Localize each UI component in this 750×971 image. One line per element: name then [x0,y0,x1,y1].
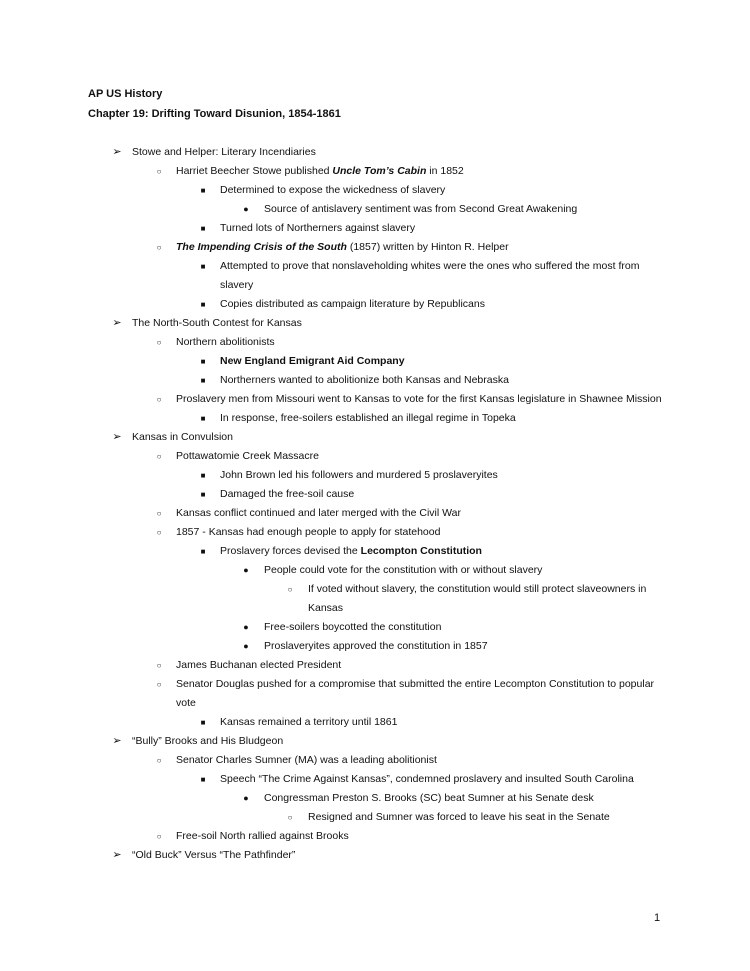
outline-item-text [220,412,516,424]
text-run: Stowe and Helper: Literary Incendiaries [132,146,316,158]
hollow-circle-bullet-icon: ○ [156,528,162,537]
text-run: Proslavery men from Missouri went to Kansas to vote for the first Kansas legislature in Shawnee Mission [176,393,662,405]
filled-circle-bullet-icon: ● [243,565,249,575]
filled-circle-bullet-icon: ● [243,793,249,803]
chapter-heading: Chapter 19: Drifting Toward Disunion, 1854-1861 [88,108,341,120]
outline-item-text [176,526,440,538]
hollow-circle-bullet-icon: ○ [156,832,162,841]
text-run: “Old Buck” Versus “The Pathfinder” [132,849,296,861]
outline-item-text [176,241,509,253]
hollow-circle-bullet-icon: ○ [156,395,162,404]
outline-item-level-3 [0,466,750,485]
outline-item-level-4 [0,200,750,219]
hollow-circle-bullet-icon: ○ [156,167,162,176]
filled-circle-bullet-icon: ● [243,622,249,632]
text-run: Northern abolitionists [176,336,275,348]
outline-item-text [176,165,464,177]
text-run: The North-South Contest for Kansas [132,317,302,329]
text-run: Pottawatomie Creek Massacre [176,450,319,462]
square-bullet-icon: ■ [200,262,206,271]
outline-item-text [308,811,610,823]
outline-item-level-2 [0,675,750,713]
hollow-circle-bullet-icon: ○ [287,585,293,594]
outline-item-level-2 [0,751,750,770]
outline-item-text [264,640,488,652]
outline-item-level-3 [0,371,750,390]
text-run: Proslavery forces devised the [220,545,361,557]
emphasized-text: Uncle Tom’s Cabin [332,165,427,177]
text-run: Copies distributed as campaign literature by Republicans [220,298,485,310]
outline-item-level-2 [0,827,750,846]
square-bullet-icon: ■ [200,775,206,784]
outline-item-text [176,336,275,348]
outline-item-text [176,507,461,519]
hollow-circle-bullet-icon: ○ [156,338,162,347]
outline-item-text [132,146,316,158]
outline-item-level-2 [0,238,750,257]
text-run: Congressman Preston S. Brooks (SC) beat Sumner at his Senate desk [264,792,594,804]
outline-item-text [220,545,482,557]
outline-item-level-3 [0,181,750,200]
notes-outline [0,143,750,865]
text-run: “Bully” Brooks and His Bludgeon [132,735,284,747]
outline-item-level-1 [0,732,750,751]
text-run: Speech “The Crime Against Kansas”, condemned proslavery and insulted South Carolina [220,773,634,785]
outline-item-level-4 [0,618,750,637]
outline-item-text [220,298,485,310]
outline-item-level-4 [0,561,750,580]
hollow-circle-bullet-icon: ○ [287,813,293,822]
text-run: Senator Douglas pushed for a compromise that submitted the entire Lecompton Constitution to popular vote [176,678,655,709]
text-run: Determined to expose the wickedness of slavery [220,184,446,196]
hollow-circle-bullet-icon: ○ [156,243,162,252]
arrow-bullet-icon: ➢ [112,849,122,861]
document-title: AP US History [88,88,163,100]
emphasized-text: Lecompton Constitution [360,545,482,557]
text-run: Kansas conflict continued and later merged with the Civil War [176,507,461,519]
outline-item-level-2 [0,523,750,542]
square-bullet-icon: ■ [200,224,206,233]
outline-item-text [220,222,415,234]
hollow-circle-bullet-icon: ○ [156,756,162,765]
text-run: If voted without slavery, the constitution would still protect slaveowners in Kansas [308,583,647,614]
outline-item-level-5 [0,808,750,827]
hollow-circle-bullet-icon: ○ [156,509,162,518]
text-run: Turned lots of Northerners against slavery [220,222,416,234]
page-number: 1 [654,912,661,924]
arrow-bullet-icon: ➢ [112,146,122,158]
outline-item-level-2 [0,447,750,466]
text-run: Free-soilers boycotted the constitution [264,621,442,633]
outline-item-level-2 [0,504,750,523]
square-bullet-icon: ■ [200,186,206,195]
outline-item-level-3 [0,219,750,238]
text-run: James Buchanan elected President [176,659,342,671]
text-run: People could vote for the constitution with or without slavery [264,564,543,576]
outline-item-text [220,488,354,500]
outline-item-level-2 [0,162,750,181]
text-run: In response, free-soilers established an illegal regime in Topeka [220,412,516,424]
outline-item-level-3 [0,409,750,428]
text-run: Kansas in Convulsion [132,431,233,443]
outline-item-text [220,355,405,367]
square-bullet-icon: ■ [200,718,206,727]
text-run: (1857) written by Hinton R. Helper [346,241,509,253]
text-run: in 1852 [426,165,464,177]
emphasized-text: New England Emigrant Aid Company [220,355,405,367]
outline-item-text [132,849,295,861]
outline-item-text [220,716,397,728]
arrow-bullet-icon: ➢ [112,735,122,747]
outline-item-level-3 [0,770,750,789]
outline-item-text [264,792,594,804]
square-bullet-icon: ■ [200,300,206,309]
text-run: Attempted to prove that nonslaveholding whites were the ones who suffered the most from slavery [220,260,640,291]
outline-item-level-4 [0,637,750,656]
text-run: Kansas remained a territory until 1861 [220,716,398,728]
hollow-circle-bullet-icon: ○ [156,680,162,689]
outline-item-level-3 [0,485,750,504]
text-run: Source of antislavery sentiment was from Second Great Awakening [264,203,578,215]
outline-item-text [264,564,542,576]
text-run: Harriet Beecher Stowe published [176,165,333,177]
outline-item-text [220,260,639,291]
outline-item-level-3 [0,295,750,314]
outline-item-text [176,754,437,766]
text-run: Free-soil North rallied against Brooks [176,830,349,842]
outline-item-level-2 [0,333,750,352]
outline-item-text [264,203,577,215]
outline-item-level-2 [0,390,750,409]
square-bullet-icon: ■ [200,547,206,556]
outline-item-text [220,469,498,481]
outline-item-level-1 [0,314,750,333]
outline-item-level-4 [0,789,750,808]
outline-item-text [220,184,445,196]
hollow-circle-bullet-icon: ○ [156,661,162,670]
outline-item-text [220,773,634,785]
outline-item-text [176,393,662,405]
square-bullet-icon: ■ [200,414,206,423]
arrow-bullet-icon: ➢ [112,317,122,329]
text-run: John Brown led his followers and murdered 5 proslaveryites [220,469,498,481]
outline-item-level-5 [0,580,750,618]
text-run: Senator Charles Sumner (MA) was a leading abolitionist [176,754,437,766]
square-bullet-icon: ■ [200,471,206,480]
outline-item-level-3 [0,542,750,561]
outline-item-text [264,621,441,633]
text-run: 1857 - Kansas had enough people to apply for statehood [176,526,441,538]
outline-item-text [132,431,233,443]
square-bullet-icon: ■ [200,376,206,385]
outline-item-text [176,678,654,709]
outline-item-text [132,317,302,329]
outline-item-level-2 [0,656,750,675]
outline-item-level-3 [0,713,750,732]
outline-item-level-1 [0,143,750,162]
outline-item-text [176,450,319,462]
emphasized-text: The Impending Crisis of the South [176,241,347,253]
outline-item-text [176,659,341,671]
outline-item-text [308,583,646,614]
text-run: Resigned and Sumner was forced to leave his seat in the Senate [308,811,610,823]
outline-item-level-1 [0,428,750,447]
filled-circle-bullet-icon: ● [243,641,249,651]
filled-circle-bullet-icon: ● [243,204,249,214]
hollow-circle-bullet-icon: ○ [156,452,162,461]
outline-item-text [176,830,349,842]
text-run: Damaged the free-soil cause [220,488,355,500]
square-bullet-icon: ■ [200,357,206,366]
arrow-bullet-icon: ➢ [112,431,122,443]
text-run: Northerners wanted to abolitionize both Kansas and Nebraska [220,374,509,386]
outline-item-level-3 [0,257,750,295]
outline-item-text [220,374,509,386]
outline-item-level-3 [0,352,750,371]
square-bullet-icon: ■ [200,490,206,499]
outline-item-text [132,735,283,747]
text-run: Proslaveryites approved the constitution in 1857 [264,640,488,652]
outline-item-level-1 [0,846,750,865]
